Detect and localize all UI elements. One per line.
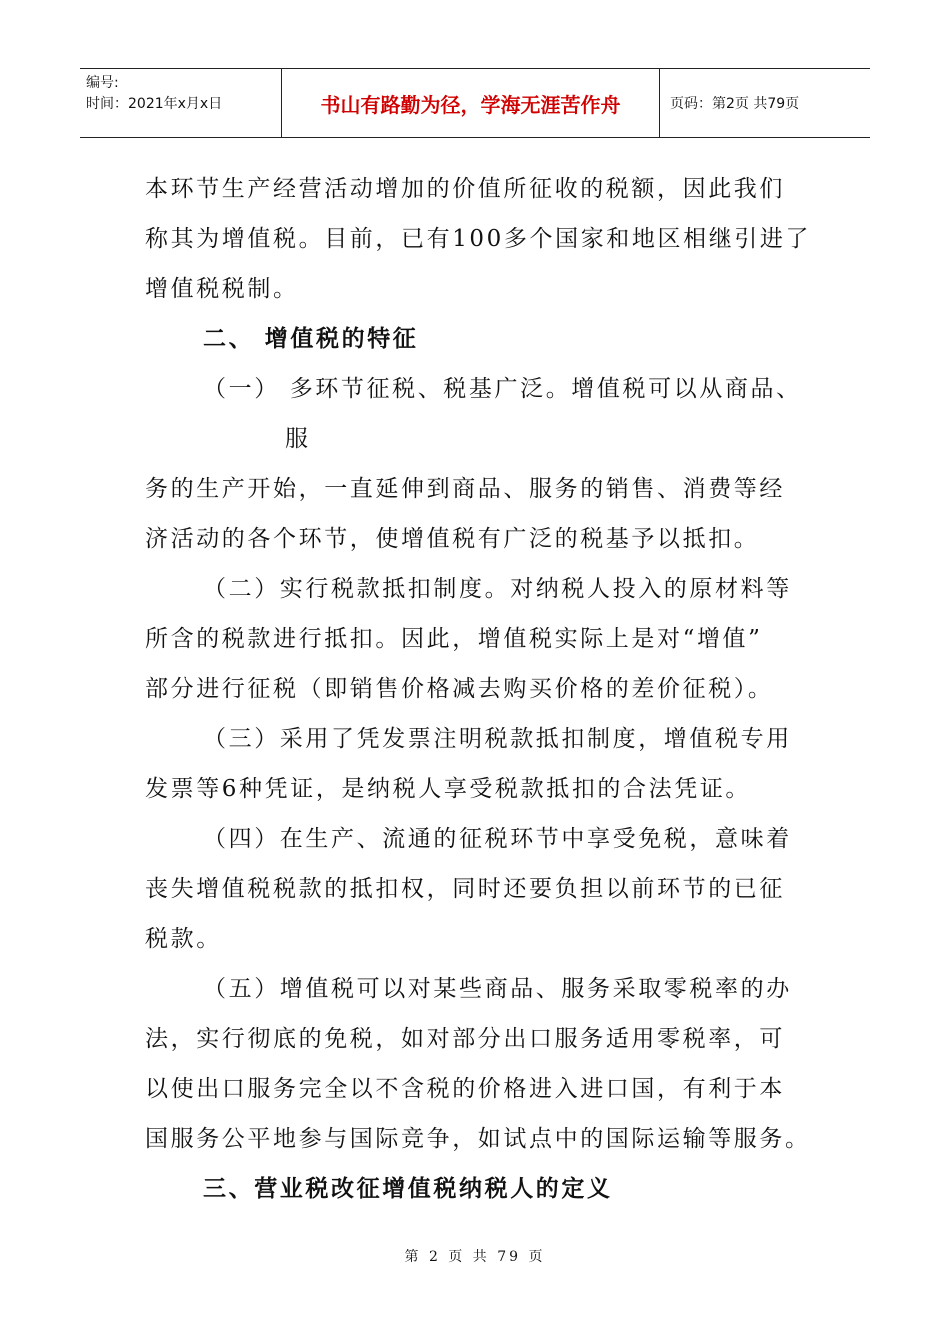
body-line: （二）实行税款抵扣制度。对纳税人投入的原材料等 — [203, 576, 792, 602]
header-motto: 书山有路勤为径，学海无涯苦作舟 — [282, 69, 660, 137]
page-footer: 第 2 页 共 79 页 — [404, 1249, 546, 1265]
section-heading: 二、 增值税的特征 — [203, 326, 419, 352]
body-line: 本环节生产经营活动增加的价值所征收的税额，因此我们 — [145, 176, 785, 202]
body-line: 国服务公平地参与国际竞争，如试点中的国际运输等服务。 — [145, 1126, 811, 1152]
section-heading: 三、营业税改征增值税纳税人的定义 — [203, 1176, 613, 1202]
body-line: 务的生产开始，一直延伸到商品、服务的销售、消费等经 — [145, 476, 785, 502]
body-line: 以使出口服务完全以不含税的价格进入进口国，有利于本 — [145, 1076, 785, 1102]
body-line: 法，实行彻底的免税，如对部分出口服务适用零税率，可 — [145, 1026, 785, 1052]
body-line: 发票等6种凭证，是纳税人享受税款抵扣的合法凭证。 — [145, 776, 752, 802]
body-line: （五）增值税可以对某些商品、服务采取零税率的办 — [203, 976, 792, 1002]
body-line: 服 — [285, 426, 311, 452]
body-line: 税款。 — [145, 926, 222, 952]
header-meta — [80, 69, 282, 137]
doc-time-label: 时间：2021年x月x日 — [86, 96, 223, 112]
page-header — [80, 68, 870, 138]
body-line: 所含的税款进行抵扣。因此，增值税实际上是对“增值” — [145, 626, 763, 652]
body-line: 丧失增值税税款的抵扣权，同时还要负担以前环节的已征 — [145, 876, 785, 902]
header-page-info: 页码：第2页 共79页 — [670, 96, 800, 112]
body-line: （三）采用了凭发票注明税款抵扣制度，增值税专用 — [203, 726, 792, 752]
body-line: 部分进行征税（即销售价格减去购买价格的差价征税）。 — [145, 676, 774, 702]
body-line: 称其为增值税。目前，已有100多个国家和地区相继引进了 — [145, 226, 812, 252]
body-line: （四）在生产、流通的征税环节中享受免税，意味着 — [203, 826, 792, 852]
body-line: 增值税税制。 — [145, 276, 299, 302]
body-line: 济活动的各个环节，使增值税有广泛的税基予以抵扣。 — [145, 526, 760, 552]
body-line: （一） 多环节征税、税基广泛。增值税可以从商品、 — [203, 376, 802, 402]
doc-code-label: 编号: — [86, 75, 119, 91]
